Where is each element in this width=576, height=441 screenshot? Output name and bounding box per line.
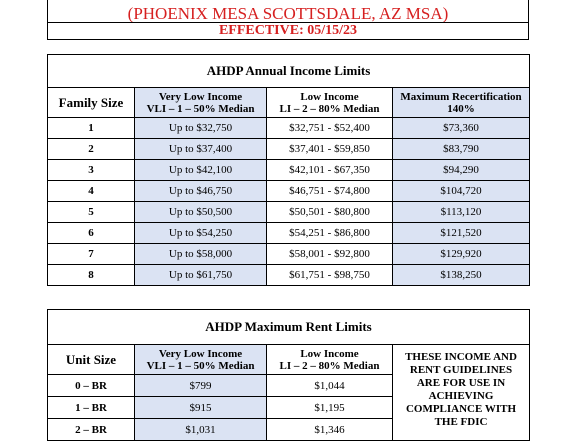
table-row	[48, 160, 530, 181]
li-rent-cell: $1,044	[267, 375, 393, 397]
li-cell: $46,751 - $74,800	[267, 181, 393, 202]
li-rent-cell: $1,346	[267, 419, 393, 441]
col-li-line1: Low Income	[300, 347, 359, 360]
col-li-line2: LI – 2 – 80% Median	[279, 359, 380, 372]
compliance-note	[393, 345, 530, 441]
max-cell: $104,720	[393, 181, 530, 202]
unit-size-cell: 1 – BR	[48, 397, 135, 419]
note-line: THESE INCOME AND	[405, 351, 517, 363]
vli-cell: Up to $50,500	[135, 202, 267, 223]
table-row	[48, 244, 530, 265]
table-row	[48, 118, 530, 139]
family-size-cell: 2	[48, 139, 135, 160]
note-line: ACHIEVING	[428, 390, 494, 402]
col-vli-line1: Very Low Income	[158, 347, 243, 360]
col-vli-line2: VLI – 1 – 50% Median	[146, 102, 255, 115]
col-family-size: Family Size	[48, 88, 135, 118]
max-cell: $121,520	[393, 223, 530, 244]
family-size-cell: 8	[48, 265, 135, 286]
family-size-cell: 3	[48, 160, 135, 181]
col-unit-size: Unit Size	[48, 345, 135, 375]
note-line: THE FDIC	[434, 416, 488, 428]
li-cell: $61,751 - $98,750	[267, 265, 393, 286]
rent-table-title: AHDP Maximum Rent Limits	[48, 310, 530, 345]
table-row	[48, 223, 530, 244]
col-max-line1: Maximum Recertification	[400, 90, 522, 103]
li-cell: $58,001 - $92,800	[267, 244, 393, 265]
col-low-income	[267, 345, 393, 375]
vli-cell: Up to $32,750	[135, 118, 267, 139]
li-rent-cell: $1,195	[267, 397, 393, 419]
li-cell: $42,101 - $67,350	[267, 160, 393, 181]
max-cell: $94,290	[393, 160, 530, 181]
note-line: COMPLIANCE WITH	[405, 403, 517, 415]
table-row	[48, 202, 530, 223]
vli-rent-cell: $799	[135, 375, 267, 397]
vli-rent-cell: $1,031	[135, 419, 267, 441]
col-vli-line2: VLI – 1 – 50% Median	[146, 359, 255, 372]
income-limits-table	[47, 54, 530, 286]
li-cell: $37,401 - $59,850	[267, 139, 393, 160]
vli-cell: Up to $42,100	[135, 160, 267, 181]
max-cell: $83,790	[393, 139, 530, 160]
family-size-cell: 7	[48, 244, 135, 265]
income-table-title: AHDP Annual Income Limits	[48, 55, 530, 88]
col-max-line2: 140%	[447, 102, 475, 115]
max-cell: $73,360	[393, 118, 530, 139]
max-cell: $113,120	[393, 202, 530, 223]
li-cell: $54,251 - $86,800	[267, 223, 393, 244]
col-li-line2: LI – 2 – 80% Median	[279, 102, 380, 115]
effective-date: EFFECTIVE: 05/15/23	[218, 23, 358, 38]
col-very-low-income	[135, 88, 267, 118]
col-low-income	[267, 88, 393, 118]
col-very-low-income	[135, 345, 267, 375]
col-max-recert	[393, 88, 530, 118]
vli-cell: Up to $46,750	[135, 181, 267, 202]
li-cell: $50,501 - $80,800	[267, 202, 393, 223]
note-line: ARE FOR USE IN	[416, 377, 506, 389]
family-size-cell: 6	[48, 223, 135, 244]
max-cell: $138,250	[393, 265, 530, 286]
li-cell: $32,751 - $52,400	[267, 118, 393, 139]
vli-cell: Up to $54,250	[135, 223, 267, 244]
document-header	[47, 0, 529, 40]
col-li-line1: Low Income	[300, 90, 359, 103]
vli-rent-cell: $915	[135, 397, 267, 419]
family-size-cell: 5	[48, 202, 135, 223]
unit-size-cell: 0 – BR	[48, 375, 135, 397]
col-vli-line1: Very Low Income	[158, 90, 243, 103]
vli-cell: Up to $61,750	[135, 265, 267, 286]
msa-title: (PHOENIX MESA SCOTTSDALE, AZ MSA)	[127, 4, 449, 23]
table-row	[48, 181, 530, 202]
vli-cell: Up to $58,000	[135, 244, 267, 265]
unit-size-cell: 2 – BR	[48, 419, 135, 441]
family-size-cell: 1	[48, 118, 135, 139]
table-row	[48, 139, 530, 160]
vli-cell: Up to $37,400	[135, 139, 267, 160]
rent-limits-table	[47, 309, 530, 441]
family-size-cell: 4	[48, 181, 135, 202]
max-cell: $129,920	[393, 244, 530, 265]
table-row	[48, 265, 530, 286]
note-line: RENT GUIDELINES	[409, 364, 513, 376]
